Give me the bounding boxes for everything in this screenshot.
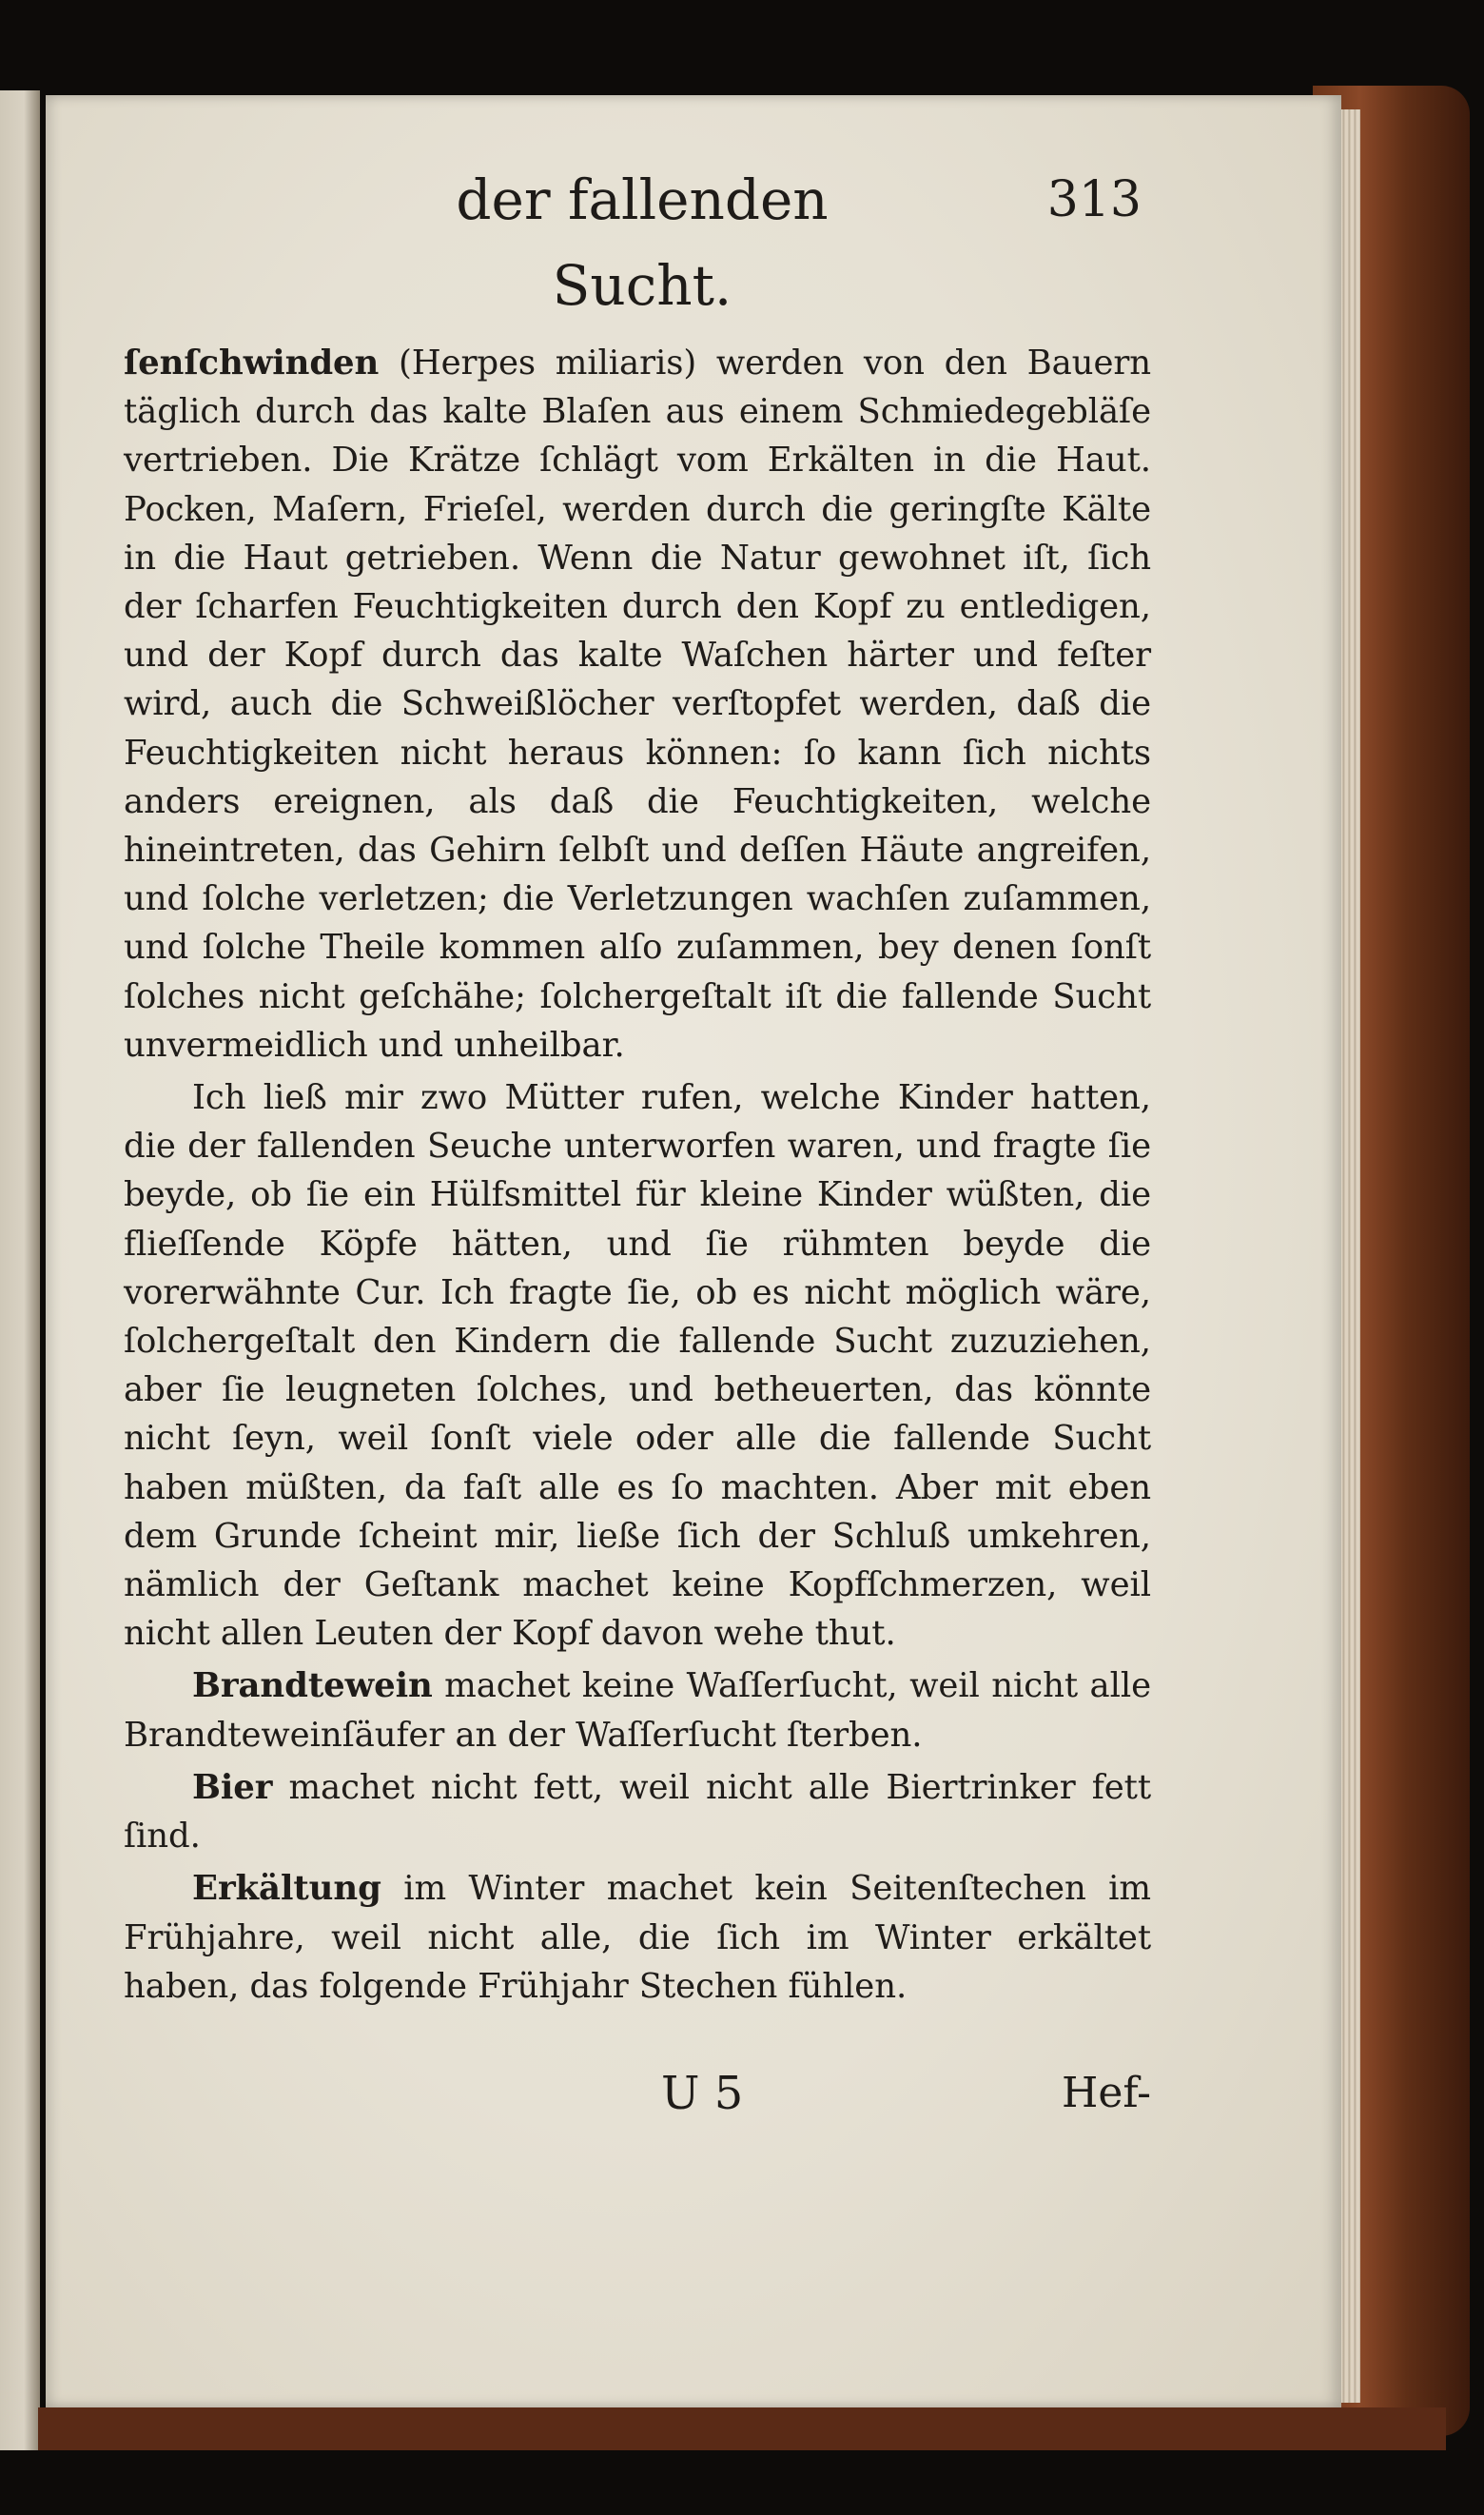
paragraph-4-lead: Bier — [192, 1767, 273, 1807]
paragraph-4-text: machet nicht fett, weil nicht alle Biertrinker fett ſind. — [124, 1767, 1151, 1857]
page-footer — [0, 2060, 1484, 2127]
body-text — [124, 339, 1151, 2014]
paragraph-3 — [124, 1661, 1151, 1759]
paragraph-4 — [124, 1763, 1151, 1860]
paragraph-5-text: im Winter machet kein Seitenſtechen im Frühjahre, weil nicht alle, die ſich im Winter erkältet haben, das folgende Frühjahr Stechen fühlen. — [124, 1869, 1151, 2006]
paragraph-3-lead: Brandtewein — [192, 1666, 433, 1706]
paragraph-2-text: Ich ließ mir zwo Mütter rufen, welche Kinder hatten, die der fallenden Seuche unterworfen waren, und fragte ſie beyde, ob ſie ein Hülfsmittel für kleine Kinder wüßten, die flieſſende Köpfe hätten, und ſie rühmten beyde die vorerwähnte Cur. Ich fragte ſie, ob es nicht möglich wäre, ſolchergeſtalt den Kindern die fallende Sucht zuzuziehen, aber ſie leugneten ſolches, und betheuerten, das könnte nicht ſeyn, weil ſonſt viele oder alle die fallende Sucht haben müßten, da faſt alle es ſo machten. Aber mit eben dem Grunde ſcheint mir, ließe ſich der Schluß umkehren, nämlich der Geſtank machet keine Kopfſchmerzen, weil nicht allen Leuten der Kopf davon wehe thut. — [124, 1078, 1151, 1654]
paragraph-1 — [124, 339, 1151, 1070]
paragraph-5-lead: Erkältung — [192, 1869, 381, 1909]
signature-mark: U 5 — [661, 2067, 744, 2120]
page-number: 313 — [1046, 171, 1142, 228]
paragraph-1-text: (Herpes miliaris) werden von den Bauern täglich durch das kalte Blaſen aus einem Schmiedegebläſe vertrieben. Die Krätze ſchlägt vom Erkälten in die Haut. Pocken, Maſern, Frieſel, werden durch die geringſte Kälte in die Haut getrieben. Wenn die Natur gewohnet iſt, ſich der ſcharfen Feuchtigkeiten durch den Kopf zu entledigen, und der Kopf durch das kalte Waſchen härter und feſter wird, auch die Schweißlöcher verſtopfet werden, daß die Feuchtigkeiten nicht heraus können: ſo kann ſich nichts anders ereignen, als daß die Feuchtigkeiten, welche hineintreten, das Gehirn ſelbſt und deſſen Häute angreifen, und ſolche verletzen; die Verletzungen wachſen zuſammen, und ſolche Theile kommen alſo zuſammen, bey denen ſonſt ſolches nicht geſchähe; ſolchergeſtalt iſt die fallende Sucht unvermeidlich und unheilbar. — [124, 344, 1151, 1065]
paragraph-3-text: machet keine Waſſerſucht, weil nicht alle Brandteweinſäufer an der Waſſerſucht ſterben. — [124, 1666, 1151, 1755]
page-header — [0, 157, 1484, 318]
binding-bottom — [38, 2407, 1446, 2450]
paragraph-1-lead: ſenſchwinden — [124, 344, 380, 383]
catchword: Hef- — [1062, 2069, 1151, 2117]
paragraph-2 — [124, 1073, 1151, 1658]
paragraph-5 — [124, 1864, 1151, 2011]
running-title: der fallenden Sucht. — [456, 167, 829, 318]
